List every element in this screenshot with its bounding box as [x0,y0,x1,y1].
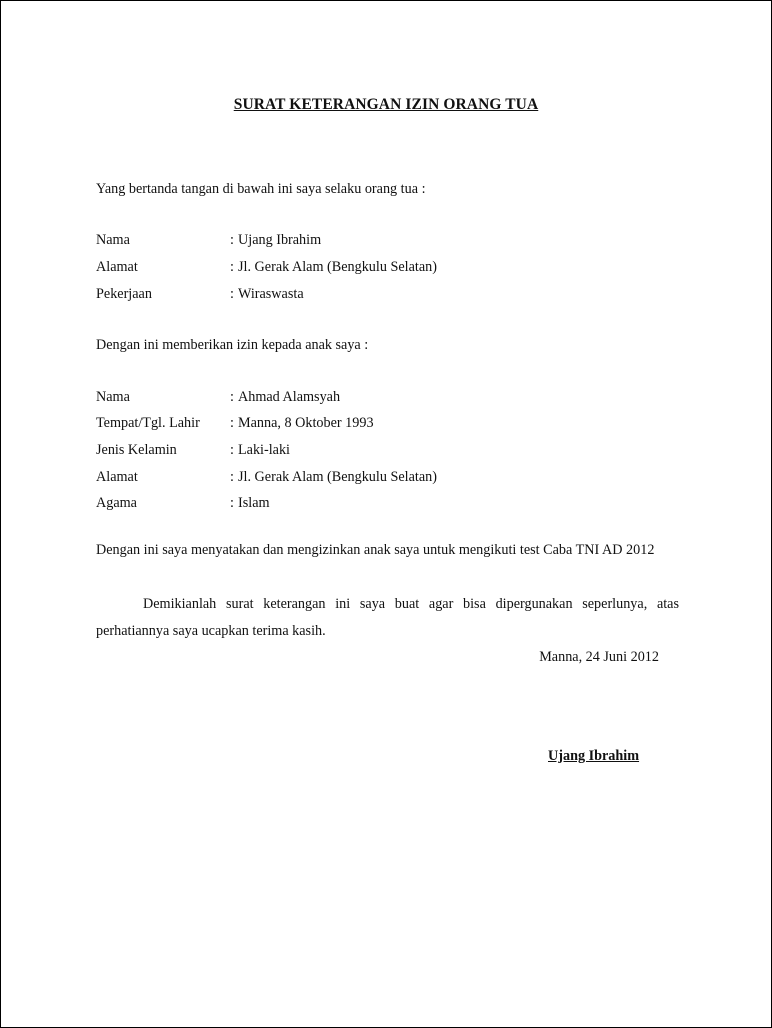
field-separator: : [230,259,234,275]
field-separator: : [230,495,234,511]
place-date: Manna, 24 Juni 2012 [539,649,659,665]
field-label: Pekerjaan [96,286,152,302]
field-separator: : [230,286,234,302]
field-label: Nama [96,232,130,248]
field-label: Jenis Kelamin [96,442,177,458]
field-value: Jl. Gerak Alam (Bengkulu Selatan) [238,259,437,275]
closing-paragraph: Demikianlah surat keterangan ini saya buat agar bisa dipergunakan seperlunya, atas perhatiannya saya ucapkan terima kasih. [96,596,679,639]
field-separator: : [230,415,234,431]
signer-name: Ujang Ibrahim [548,748,640,764]
child-row-jenis-kelamin [96,441,290,459]
field-separator: : [230,442,234,458]
child-row-alamat [96,468,437,486]
letter-title: SURAT KETERANGAN IZIN ORANG TUA [233,96,539,113]
child-row-agama [96,494,270,512]
permission-intro-text: Dengan ini memberikan izin kepada anak saya : [96,337,369,353]
field-label: Tempat/Tgl. Lahir [96,415,200,431]
field-value: Ujang Ibrahim [238,232,322,248]
field-value: Islam [238,495,270,511]
child-row-tempat-tgl-lahir [96,414,374,432]
field-label: Alamat [96,259,138,275]
field-label: Agama [96,495,137,511]
child-row-nama [96,388,340,406]
field-separator: : [230,389,234,405]
field-value: Ahmad Alamsyah [238,389,341,405]
field-value: Wiraswasta [238,286,304,302]
field-value: Manna, 8 Oktober 1993 [238,415,374,431]
field-separator: : [230,232,234,248]
field-label: Alamat [96,469,138,485]
field-value: Jl. Gerak Alam (Bengkulu Selatan) [238,469,437,485]
statement-paragraph: Dengan ini saya menyatakan dan mengizinkan anak saya untuk mengikuti test Caba TNI AD 2012 [96,542,655,558]
field-value: Laki-laki [238,442,290,458]
intro-text: Yang bertanda tangan di bawah ini saya selaku orang tua : [96,181,426,197]
parent-row-alamat [96,258,437,276]
parent-row-pekerjaan [96,285,304,303]
parent-row-nama [96,231,321,249]
field-separator: : [230,469,234,485]
field-label: Nama [96,389,130,405]
